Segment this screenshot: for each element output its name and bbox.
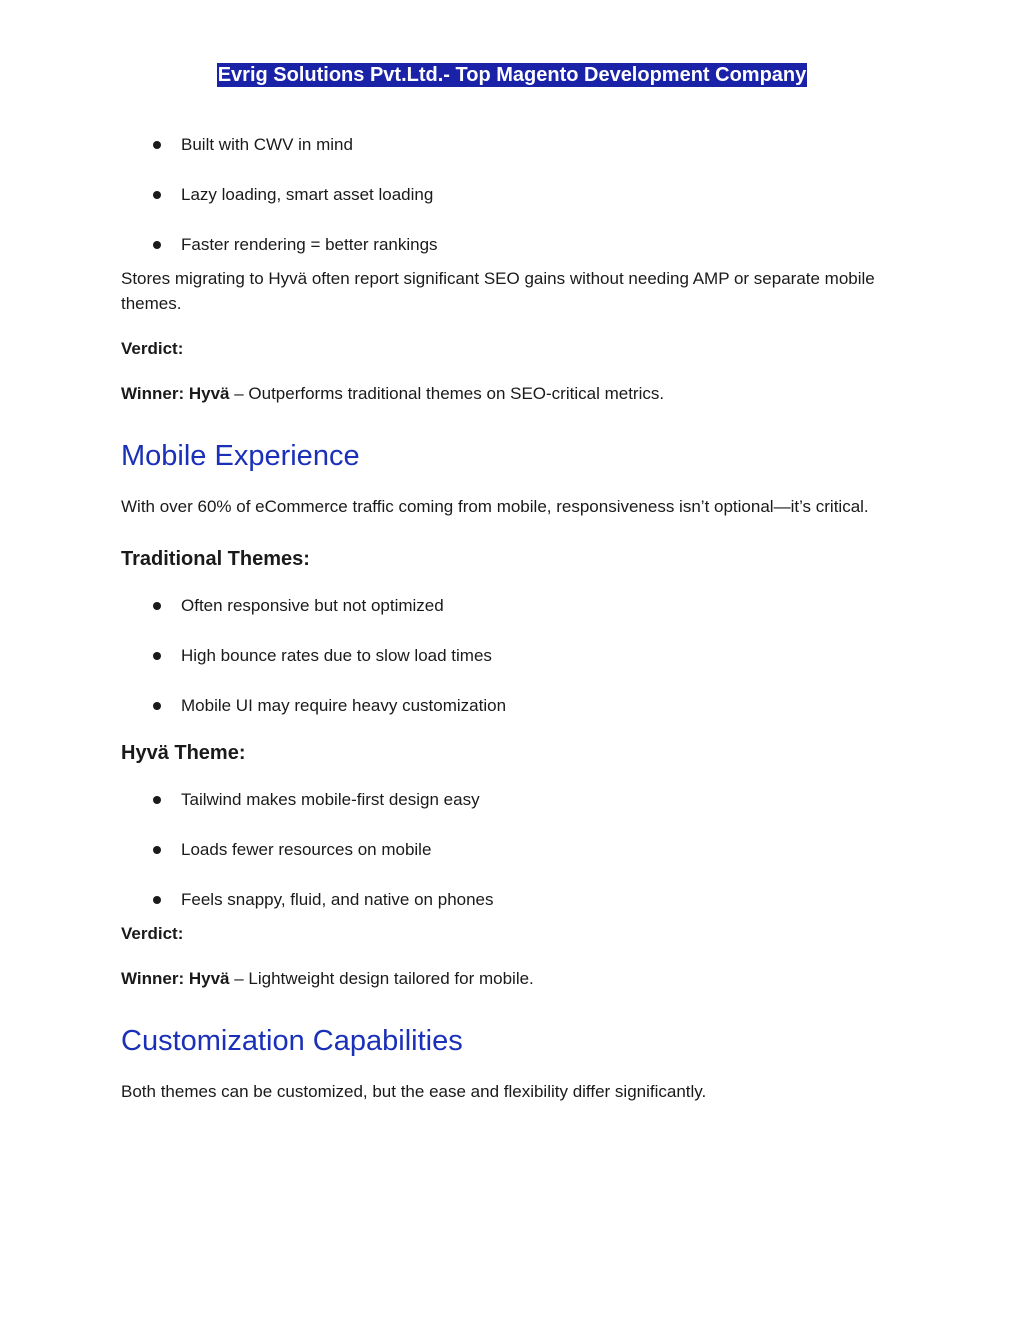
seo-winner-text: – Outperforms traditional themes on SEO-critical metrics. (229, 384, 665, 403)
mobile-intro-paragraph: With over 60% of eCommerce traffic coming from mobile, responsiveness isn’t optional—it’s critical. (121, 497, 869, 516)
list-item: Tailwind makes mobile-first design easy (121, 783, 911, 817)
customization-intro-paragraph: Both themes can be customized, but the ease and flexibility differ significantly. (121, 1082, 707, 1101)
traditional-bullet-list (121, 589, 911, 723)
bullet-icon (153, 141, 161, 149)
bullet-icon (153, 652, 161, 660)
seo-winner-label: Winner: Hyvä (121, 384, 230, 403)
mobile-verdict-label: Verdict: (121, 924, 184, 943)
list-item: Faster rendering = better rankings (121, 228, 911, 262)
seo-winner-line (121, 381, 911, 406)
seo-bullet-list (121, 128, 911, 262)
hyva-bullet-list (121, 783, 911, 917)
list-item: Feels snappy, fluid, and native on phones (121, 883, 911, 917)
traditional-themes-heading: Traditional Themes: (121, 548, 310, 570)
document-content (121, 128, 911, 1104)
list-item: High bounce rates due to slow load times (121, 639, 911, 673)
list-item: Loads fewer resources on mobile (121, 833, 911, 867)
mobile-winner-label: Winner: Hyvä (121, 969, 230, 988)
list-item: Mobile UI may require heavy customization (121, 689, 911, 723)
list-item: Often responsive but not optimized (121, 589, 911, 623)
seo-paragraph: Stores migrating to Hyvä often report significant SEO gains without needing AMP or separate mobile themes. (121, 269, 875, 313)
list-item: Lazy loading, smart asset loading (121, 178, 911, 212)
bullet-icon (153, 846, 161, 854)
bullet-icon (153, 896, 161, 904)
customization-heading: Customization Capabilities (121, 1025, 463, 1057)
bullet-icon (153, 602, 161, 610)
bullet-icon (153, 702, 161, 710)
mobile-winner-line (121, 966, 911, 991)
mobile-winner-text: – Lightweight design tailored for mobile. (229, 969, 534, 988)
header-banner (0, 60, 1024, 90)
mobile-experience-heading: Mobile Experience (121, 440, 360, 472)
company-banner-text: Evrig Solutions Pvt.Ltd.- Top Magento Development Company (217, 64, 807, 86)
bullet-icon (153, 191, 161, 199)
bullet-icon (153, 241, 161, 249)
list-item: Built with CWV in mind (121, 128, 911, 162)
hyva-theme-heading: Hyvä Theme: (121, 742, 246, 764)
seo-verdict-label: Verdict: (121, 339, 184, 358)
bullet-icon (153, 796, 161, 804)
